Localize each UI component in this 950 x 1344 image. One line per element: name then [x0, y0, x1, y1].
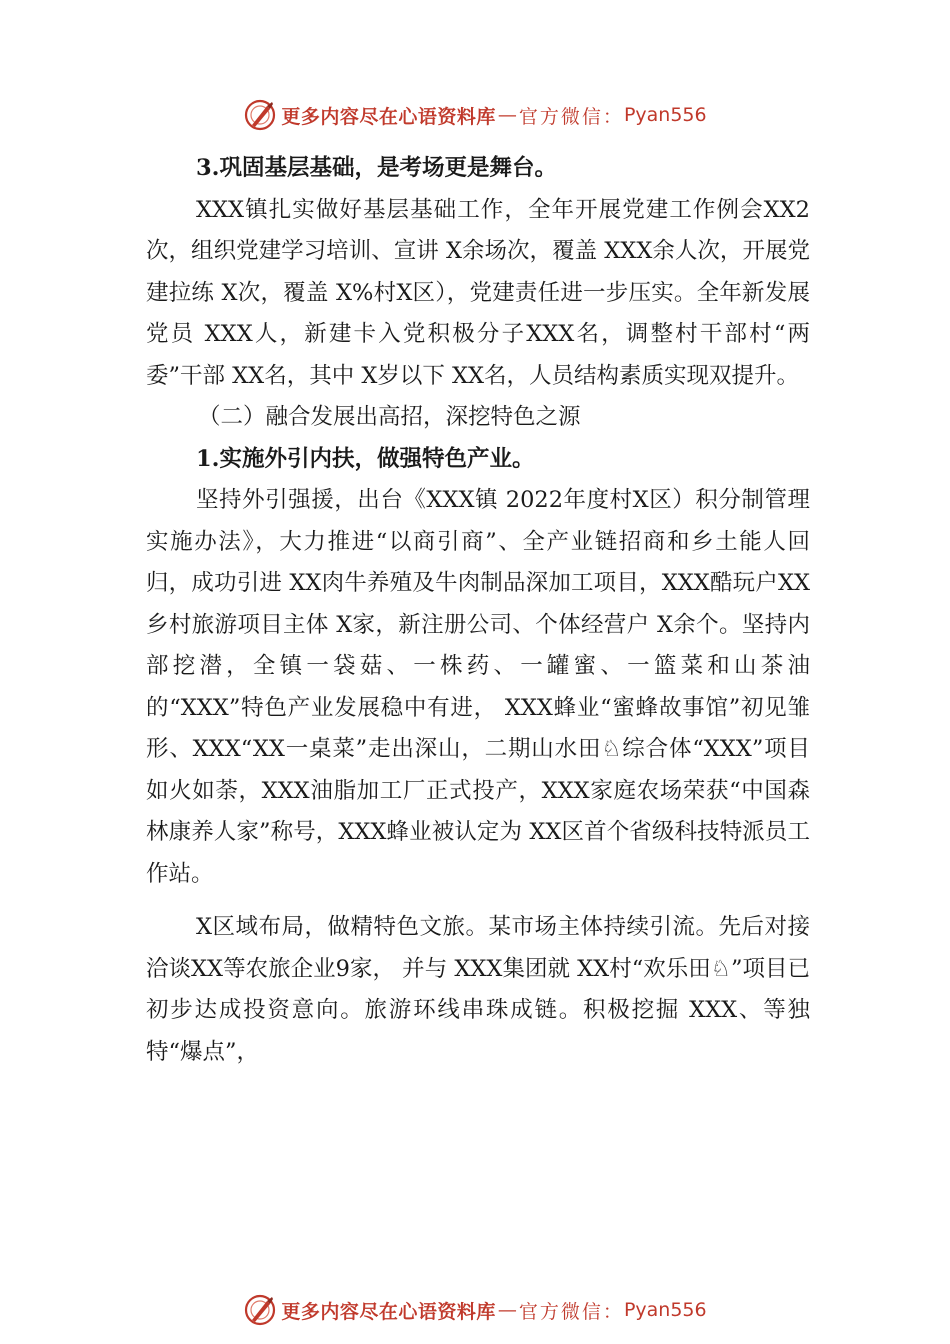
watermark-dash: —: [497, 1299, 517, 1321]
watermark-header: [0, 95, 950, 135]
paragraph-industry: 坚持外引强援，出台《XXX镇 2022年度村Ⅹ区）积分制管理实施办法》，大力推进“以商引商”、全产业链招商和乡土能人回归，成功引进 XX肉牛养殖及牛肉制品深加工项目，XXX酷玩户XX乡村旅游项目主体 X家，新注册公司、个体经营户 X余个。坚持内部挖潜，全镇一袋菇、一株药、一罐蜜、一篮菜和山茶油的“XXX”特色产业发展稳中有进， XXX蜂业“蜜蜂故事馆”初见雏形、XXX“XX一桌菜”走出深山，二期山水田♘综合体“XXX”项目如火如荼，XXX油脂加工厂正式投产，XXX家庭农场荣获“中国森林康养人家”称号，XXX蜂业被认定为 XX区首个省级科技特派员工作站。: [146, 487, 810, 887]
section-heading-3: 3.巩固基层基础，是考场更是舞台。: [196, 155, 557, 181]
watermark-wechat-id: Pyan556: [623, 1299, 707, 1321]
watermark-wechat-label: 官方微信：: [518, 105, 624, 128]
watermark-wechat-id: Pyan556: [623, 104, 707, 126]
watermark-title: 更多内容尽在心语资料库: [281, 105, 496, 128]
watermark-wechat-label: 官方微信：: [518, 1300, 624, 1323]
watermark-title: 更多内容尽在心语资料库: [281, 1300, 496, 1323]
document-body: [146, 148, 810, 1073]
paragraph-grassroots: XXX镇扎实做好基层基础工作，全年开展党建工作例会XX2次，组织党建学习培训、宣讲 X余场次，覆盖 XXX余人次，开展党建拉练 X次，覆盖 X%村Ⅹ区），党建责任进一步压实。全年新发展党员 XXX人，新建卡入党积极分子XXX名，调整村干部村“两委”干部 XX名，其中 X岁以下 XX名，人员结构素质实现双提升。: [146, 196, 810, 389]
watermark-footer: [0, 1290, 950, 1330]
section-heading-1: 1.实施外引内扶，做强特色产业。: [196, 445, 535, 472]
quill-pen-logo-icon: [243, 98, 277, 132]
quill-pen-logo-icon: [243, 1293, 277, 1327]
watermark-dash: —: [497, 104, 517, 126]
paragraph-tourism: Ⅹ区域布局，做精特色文旅。某市场主体持续引流。先后对接洽谈XX等农旅企业9家， 并与 XXX集团就 XX村“欢乐田♘”项目已初步达成投资意向。旅游环线串珠成链。积极挖掘 XXX、等独特“爆点”，: [146, 914, 810, 1065]
subsection-heading-2: （二）融合发展出高招，深挖特色之源: [198, 404, 581, 430]
